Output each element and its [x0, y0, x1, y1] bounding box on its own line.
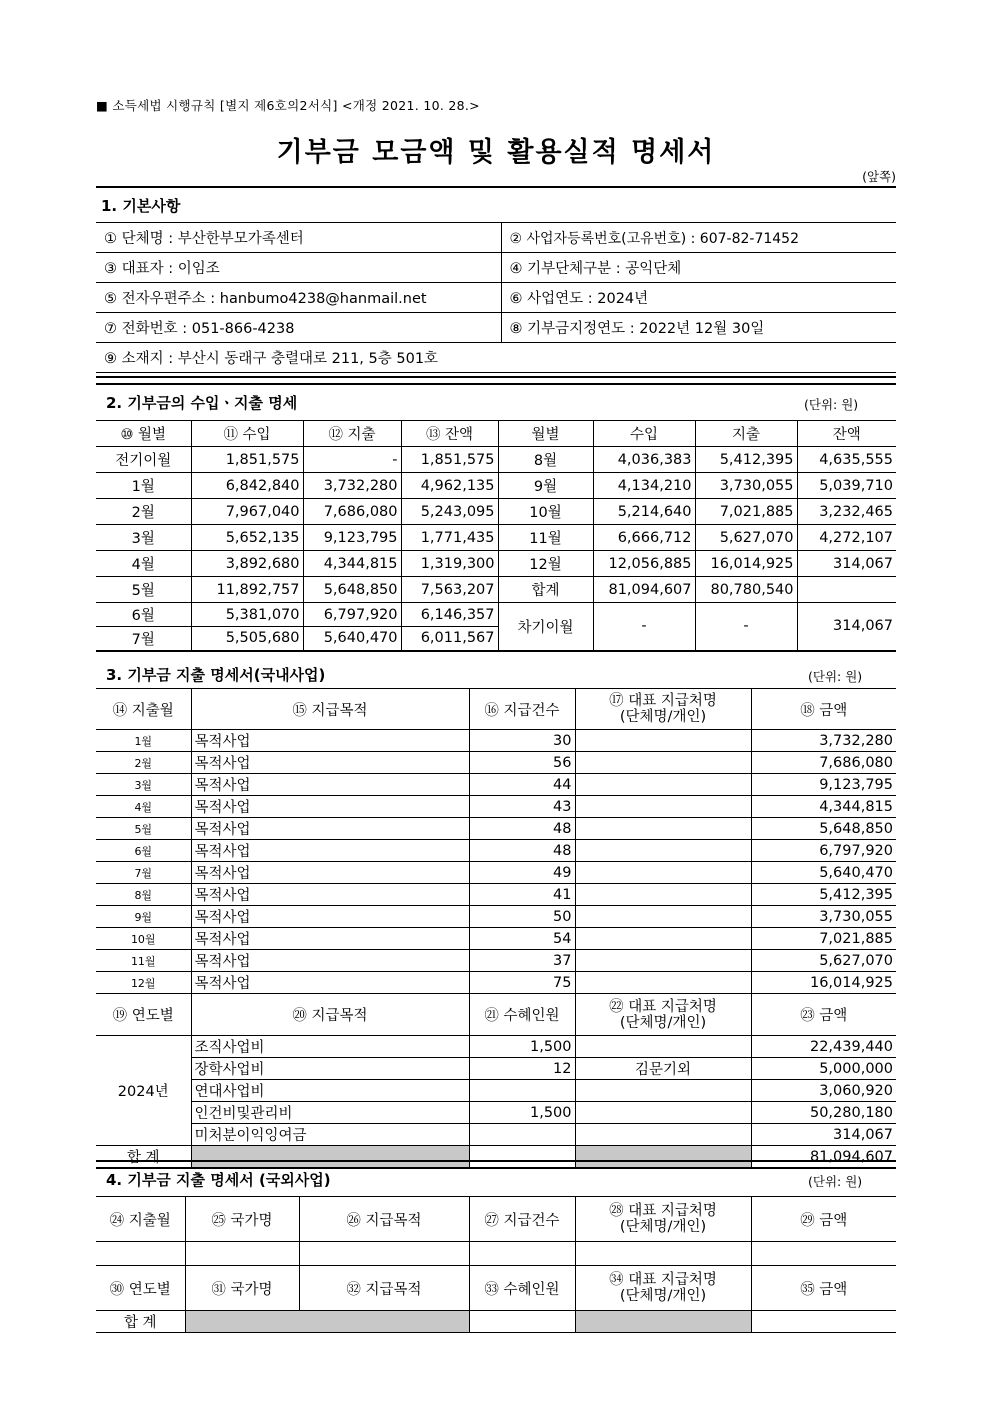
- cell-income: 5,381,070: [191, 603, 303, 627]
- cell-recipient: [575, 950, 751, 972]
- cell-recipient: [575, 884, 751, 906]
- cell-month: 7월: [96, 862, 191, 884]
- cell-purpose: 목적사업: [191, 928, 469, 950]
- col-recipient-line2: (단체명/개인): [619, 709, 707, 725]
- cell-amount: 314,067: [751, 1124, 896, 1146]
- col-recipient-2-line2: (단체명/개인): [619, 1288, 707, 1304]
- divider: [96, 376, 896, 378]
- cell-count: 48: [469, 840, 575, 862]
- col-purpose: ⑮ 지급목적: [191, 689, 469, 730]
- cell-beneficiaries: [469, 1124, 575, 1146]
- cell-income-2: 4,134,210: [593, 473, 695, 499]
- domestic-header-row: [96, 689, 896, 730]
- cell-month: 3월: [96, 774, 191, 796]
- cell-amount: 7,021,885: [751, 928, 896, 950]
- cell-month: 9월: [96, 906, 191, 928]
- form-ref-text: ■ 소득세법 시행규칙 [별지 제6호의2서식]: [96, 98, 338, 113]
- cell-count: 37: [469, 950, 575, 972]
- cell-income: 1,851,575: [191, 447, 303, 473]
- cell-expense: 5,648,850: [303, 577, 401, 603]
- table-row: [96, 950, 896, 972]
- cell-month: 1월: [96, 730, 191, 752]
- cell-recipient: [575, 730, 751, 752]
- col-beneficiaries: ㉑ 수혜인원: [469, 994, 575, 1036]
- empty-cell: [469, 1146, 575, 1169]
- col-beneficiaries: ㉝ 수혜인원: [469, 1266, 575, 1311]
- cell-expense: 6,797,920: [303, 603, 401, 627]
- email: ⑤ 전자우편주소 : hanbumo4238@hanmail.net: [96, 283, 501, 313]
- cell-count: 30: [469, 730, 575, 752]
- col-year: ㉚ 연도별: [96, 1266, 185, 1311]
- total-row: [96, 1311, 896, 1333]
- table-row: [96, 1080, 896, 1102]
- foreign-header-row: [96, 1197, 896, 1242]
- cell-income: 3,892,680: [191, 551, 303, 577]
- col-recipient-line2: (단체명/개인): [619, 1219, 707, 1235]
- side-note: (앞쪽): [862, 169, 896, 184]
- cell-recipient: [575, 1036, 751, 1058]
- cell-income-2: 6,666,712: [593, 525, 695, 551]
- col-income-2: 수입: [593, 421, 695, 447]
- col-recipient-line1: ㉘ 대표 지급처명: [609, 1203, 717, 1219]
- table-row: [96, 1242, 896, 1266]
- cell-count: 48: [469, 818, 575, 840]
- cell-amount: 3,730,055: [751, 906, 896, 928]
- table-row: [96, 525, 896, 551]
- cell-amount: 5,627,070: [751, 950, 896, 972]
- foreign-unit: (단위: 원): [808, 1174, 863, 1189]
- cell-count: 43: [469, 796, 575, 818]
- cell-income: 5,652,135: [191, 525, 303, 551]
- table-row: [96, 603, 896, 627]
- cell-month: 2월: [96, 499, 191, 525]
- cell-carry-expense: -: [695, 603, 797, 651]
- cell-recipient: [575, 818, 751, 840]
- col-count: ⑯ 지급건수: [469, 689, 575, 730]
- table-row: [96, 752, 896, 774]
- empty-cell: [751, 1242, 896, 1266]
- cell-purpose: 목적사업: [191, 774, 469, 796]
- col-month: ⑩ 월별: [96, 421, 191, 447]
- table-row: [96, 1036, 896, 1058]
- table-row: [96, 551, 896, 577]
- cell-expense: 9,123,795: [303, 525, 401, 551]
- cell-expense-2: 5,412,395: [695, 447, 797, 473]
- empty-cell: [299, 1242, 469, 1266]
- cell-income-2: 4,036,383: [593, 447, 695, 473]
- cell-recipient: [575, 774, 751, 796]
- section-domestic-title: 3. 기부금 지출 명세서(국내사업): [106, 666, 326, 684]
- page-title: 기부금 모금액 및 활용실적 명세서: [276, 137, 716, 168]
- cell-expense-2: 3,730,055: [695, 473, 797, 499]
- cell-amount: 5,640,470: [751, 862, 896, 884]
- table-row: [96, 840, 896, 862]
- cell-balance: 1,851,575: [401, 447, 498, 473]
- cell-beneficiaries: 1,500: [469, 1036, 575, 1058]
- cell-purpose: 목적사업: [191, 906, 469, 928]
- cell-recipient: [575, 1124, 751, 1146]
- cell-balance: 6,146,357: [401, 603, 498, 627]
- table-row: [96, 473, 896, 499]
- designation-date: ⑧ 기부금지정연도 : 2022년 12월 30일: [501, 313, 896, 343]
- table-row: [96, 818, 896, 840]
- cell-amount: 7,686,080: [751, 752, 896, 774]
- col-balance: ⑬ 잔액: [401, 421, 498, 447]
- col-expense-2: 지출: [695, 421, 797, 447]
- col-amount-2: ㉓ 금액: [751, 994, 896, 1036]
- org-name: ① 단체명 : 부산한부모가족센터: [96, 223, 501, 253]
- cell-purpose: 목적사업: [191, 862, 469, 884]
- cell-carry-label: 차기이월: [498, 603, 593, 651]
- cell-purpose: 목적사업: [191, 972, 469, 994]
- cell-balance: 4,962,135: [401, 473, 498, 499]
- cell-income-2: 12,056,885: [593, 551, 695, 577]
- divider: [96, 383, 896, 385]
- total-label: 합 계: [96, 1146, 191, 1169]
- cell-purpose: 목적사업: [191, 840, 469, 862]
- income-expense-table: [96, 420, 896, 652]
- total-amount: 81,094,607: [751, 1146, 896, 1169]
- cell-count: 56: [469, 752, 575, 774]
- cell-recipient: [575, 840, 751, 862]
- cell-recipient: [575, 972, 751, 994]
- domestic-unit: (단위: 원): [808, 669, 863, 684]
- cell-count: 75: [469, 972, 575, 994]
- col-income: ⑪ 수입: [191, 421, 303, 447]
- table-row: [96, 499, 896, 525]
- revision-text: <개정 2021. 10. 28.>: [341, 98, 480, 113]
- table-row: [96, 906, 896, 928]
- cell-income: 6,842,840: [191, 473, 303, 499]
- col-recipient-2-line1: ㉞ 대표 지급처명: [609, 1272, 717, 1288]
- col-balance-2: 잔액: [797, 421, 896, 447]
- cell-balance-2: 5,039,710: [797, 473, 896, 499]
- cell-recipient: [575, 752, 751, 774]
- cell-recipient: [575, 1102, 751, 1124]
- col-recipient-line1: ⑰ 대표 지급처명: [609, 693, 717, 709]
- empty-cell: [469, 1242, 575, 1266]
- cell-expense: 5,640,470: [303, 627, 401, 651]
- cell-month: 12월: [96, 972, 191, 994]
- cell-purpose: 목적사업: [191, 950, 469, 972]
- col-purpose: ㉖ 지급목적: [299, 1197, 469, 1242]
- cell-purpose: 목적사업: [191, 752, 469, 774]
- cell-count: 50: [469, 906, 575, 928]
- cell-month-2: 9월: [498, 473, 593, 499]
- empty-cell: [575, 1242, 751, 1266]
- cell-count: 54: [469, 928, 575, 950]
- cell-purpose: 장학사업비: [191, 1058, 469, 1080]
- cell-amount: 4,344,815: [751, 796, 896, 818]
- cell-recipient: [575, 796, 751, 818]
- foreign-expense-table: [96, 1196, 896, 1333]
- cell-amount: 9,123,795: [751, 774, 896, 796]
- col-recipient-2: [575, 994, 751, 1036]
- table-row: [96, 862, 896, 884]
- cell-purpose: 연대사업비: [191, 1080, 469, 1102]
- table-row: [96, 1124, 896, 1146]
- col-expense: ⑫ 지출: [303, 421, 401, 447]
- cell-month: 4월: [96, 796, 191, 818]
- cell-purpose: 목적사업: [191, 796, 469, 818]
- domestic-header-row-2: [96, 994, 896, 1036]
- cell-purpose: 목적사업: [191, 818, 469, 840]
- cell-expense-2: 5,627,070: [695, 525, 797, 551]
- cell-balance: 1,771,435: [401, 525, 498, 551]
- cell-amount: 5,412,395: [751, 884, 896, 906]
- cell-recipient: [575, 928, 751, 950]
- cell-balance: 6,011,567: [401, 627, 498, 651]
- shaded-cell: [575, 1311, 751, 1333]
- shaded-cell: [185, 1311, 469, 1333]
- cell-month: 4월: [96, 551, 191, 577]
- table-row: [96, 577, 896, 603]
- table-row: [96, 730, 896, 752]
- cell-year: 2024년: [96, 1036, 191, 1146]
- cell-count: 41: [469, 884, 575, 906]
- cell-month: 8월: [96, 884, 191, 906]
- donee-type: ④ 기부단체구분 : 공익단체: [501, 253, 896, 283]
- table-row: [96, 972, 896, 994]
- cell-month: 3월: [96, 525, 191, 551]
- cell-month-2: 11월: [498, 525, 593, 551]
- col-amount: ㉙ 금액: [751, 1197, 896, 1242]
- cell-income: 5,505,680: [191, 627, 303, 651]
- total-row: [96, 1146, 896, 1169]
- col-country: ㉕ 국가명: [185, 1197, 299, 1242]
- cell-balance-2: 4,635,555: [797, 447, 896, 473]
- cell-amount: 6,797,920: [751, 840, 896, 862]
- col-count: ㉗ 지급건수: [469, 1197, 575, 1242]
- cell-amount: 5,000,000: [751, 1058, 896, 1080]
- col-recipient-2-line1: ㉒ 대표 지급처명: [609, 998, 717, 1015]
- col-amount: ⑱ 금액: [751, 689, 896, 730]
- col-month-2: 월별: [498, 421, 593, 447]
- table-row: [96, 796, 896, 818]
- divider: [96, 1160, 896, 1162]
- table-row: [96, 1058, 896, 1080]
- table-row: [96, 774, 896, 796]
- basic-info-table: [96, 222, 896, 373]
- col-recipient-2-line2: (단체명/개인): [619, 1014, 707, 1031]
- cell-purpose: 목적사업: [191, 730, 469, 752]
- cell-beneficiaries: [469, 1080, 575, 1102]
- cell-total-income: 81,094,607: [593, 577, 695, 603]
- cell-amount: 3,732,280: [751, 730, 896, 752]
- empty-cell: [185, 1242, 299, 1266]
- cell-balance: 7,563,207: [401, 577, 498, 603]
- cell-recipient: [575, 862, 751, 884]
- section-basic-title: 1. 기본사항: [101, 197, 181, 215]
- cell-purpose: 조직사업비: [191, 1036, 469, 1058]
- cell-month: 6월: [96, 603, 191, 627]
- cell-purpose: 미처분이익잉여금: [191, 1124, 469, 1146]
- col-purpose-2: ㉜ 지급목적: [299, 1266, 469, 1311]
- cell-income: 7,967,040: [191, 499, 303, 525]
- empty-cell: [751, 1311, 896, 1333]
- cell-month: 5월: [96, 577, 191, 603]
- cell-purpose: 인건비및관리비: [191, 1102, 469, 1124]
- divider: [96, 186, 896, 188]
- cell-carry-balance: 314,067: [797, 603, 896, 651]
- cell-carry-income: -: [593, 603, 695, 651]
- cell-count: 49: [469, 862, 575, 884]
- cell-month: 전기이월: [96, 447, 191, 473]
- address: ⑨ 소재지 : 부산시 동래구 충렬대로 211, 5층 501호: [96, 343, 896, 373]
- biz-year: ⑥ 사업연도 : 2024년: [501, 283, 896, 313]
- col-expense-month: ⑭ 지출월: [96, 689, 191, 730]
- shaded-cell: [575, 1146, 751, 1169]
- cell-total-label: 합계: [498, 577, 593, 603]
- representative: ③ 대표자 : 이임조: [96, 253, 501, 283]
- cell-month: 5월: [96, 818, 191, 840]
- table-row: [96, 447, 896, 473]
- section-foreign-title: 4. 기부금 지출 명세서 (국외사업): [106, 1171, 331, 1189]
- income-unit: (단위: 원): [804, 397, 859, 412]
- cell-balance: 5,243,095: [401, 499, 498, 525]
- col-recipient: [575, 1197, 751, 1242]
- cell-amount: 50,280,180: [751, 1102, 896, 1124]
- cell-count: 44: [469, 774, 575, 796]
- domestic-expense-table: [96, 688, 896, 1169]
- foreign-header-row-2: [96, 1266, 896, 1311]
- cell-month-2: 12월: [498, 551, 593, 577]
- cell-purpose: 목적사업: [191, 884, 469, 906]
- cell-month: 1월: [96, 473, 191, 499]
- cell-total-expense: 80,780,540: [695, 577, 797, 603]
- table-row: [96, 1102, 896, 1124]
- col-recipient: [575, 689, 751, 730]
- cell-balance-2: [797, 577, 896, 603]
- table-row: [96, 884, 896, 906]
- cell-month: 6월: [96, 840, 191, 862]
- cell-balance-2: 4,272,107: [797, 525, 896, 551]
- cell-balance-2: 3,232,465: [797, 499, 896, 525]
- cell-expense-2: 16,014,925: [695, 551, 797, 577]
- cell-beneficiaries: 1,500: [469, 1102, 575, 1124]
- cell-month-2: 10월: [498, 499, 593, 525]
- cell-amount: 16,014,925: [751, 972, 896, 994]
- empty-cell: [96, 1242, 185, 1266]
- empty-cell: [469, 1311, 575, 1333]
- cell-amount: 3,060,920: [751, 1080, 896, 1102]
- cell-month: 10월: [96, 928, 191, 950]
- income-header-row: [96, 421, 896, 447]
- col-amount-2: ㉟ 금액: [751, 1266, 896, 1311]
- table-row: [96, 928, 896, 950]
- cell-beneficiaries: 12: [469, 1058, 575, 1080]
- cell-recipient: [575, 1080, 751, 1102]
- cell-recipient: 김문기외: [575, 1058, 751, 1080]
- section-income-title: 2. 기부금의 수입ㆍ지출 명세: [106, 394, 298, 412]
- cell-expense: -: [303, 447, 401, 473]
- col-recipient-2: [575, 1266, 751, 1311]
- total-label: 합 계: [96, 1311, 185, 1333]
- cell-month: 11월: [96, 950, 191, 972]
- cell-month: 2월: [96, 752, 191, 774]
- phone: ⑦ 전화번호 : 051-866-4238: [96, 313, 501, 343]
- col-expense-month: ㉔ 지출월: [96, 1197, 185, 1242]
- shaded-cell: [191, 1146, 469, 1169]
- cell-income-2: 5,214,640: [593, 499, 695, 525]
- cell-month: 7월: [96, 627, 191, 651]
- cell-expense: 4,344,815: [303, 551, 401, 577]
- col-purpose-2: ⑳ 지급목적: [191, 994, 469, 1036]
- biz-no: ② 사업자등록번호(고유번호) : 607-82-71452: [501, 223, 896, 253]
- col-country-2: ㉛ 국가명: [185, 1266, 299, 1311]
- cell-expense: 3,732,280: [303, 473, 401, 499]
- cell-balance-2: 314,067: [797, 551, 896, 577]
- cell-expense: 7,686,080: [303, 499, 401, 525]
- cell-recipient: [575, 906, 751, 928]
- cell-income: 11,892,757: [191, 577, 303, 603]
- cell-amount: 22,439,440: [751, 1036, 896, 1058]
- cell-balance: 1,319,300: [401, 551, 498, 577]
- cell-expense-2: 7,021,885: [695, 499, 797, 525]
- col-year: ⑲ 연도별: [96, 994, 191, 1036]
- form-reference: [96, 96, 480, 114]
- cell-amount: 5,648,850: [751, 818, 896, 840]
- cell-month-2: 8월: [498, 447, 593, 473]
